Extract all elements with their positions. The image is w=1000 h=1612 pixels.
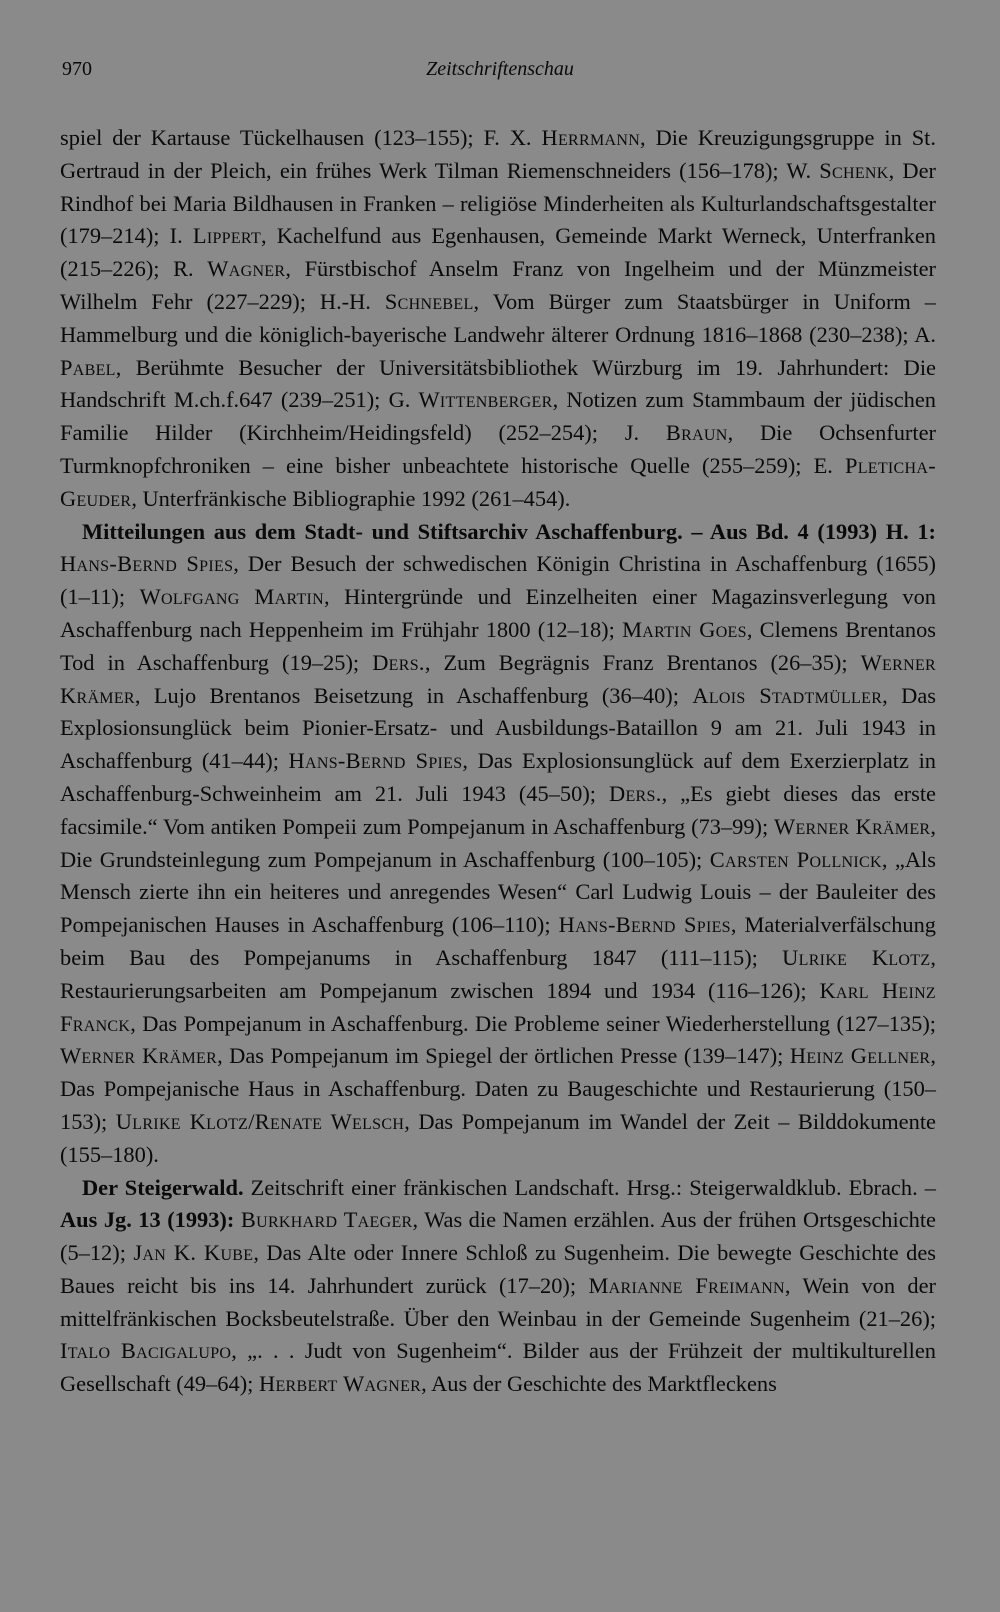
author-name: Alois Stadtmüller [692, 682, 883, 708]
author-name: Schenk [819, 157, 889, 183]
author-name: Jan K. Kube [133, 1240, 254, 1266]
text-run: , Das Explosionsunglück beim Pionier-Ersatz- und Ausbildungs-Bataillon 9 am 21. Juli 1943 in Aschaffenburg (41–44); [60, 682, 936, 774]
running-title: Zeitschriftenschau [426, 58, 574, 80]
author-name: Hans-Bernd Spies [60, 551, 234, 577]
author-name: Wagner [207, 256, 286, 282]
author-name: Ders. [372, 649, 425, 675]
text-run: , Clemens Brentanos Tod in Aschaffenburg (19–25); [60, 616, 937, 675]
author-name: Hans-Bernd Spies [558, 912, 731, 938]
author-name: Italo Bacigalupo [60, 1338, 232, 1364]
text-run: , Kachelfund aus Egenhausen, Gemeinde Markt Werneck, Unterfranken (215–226); R. [60, 223, 936, 282]
text-run: , Berühmte Besucher der Universitätsbibliothek Würzburg im 19. Jahrhundert: Die Handschrift M.ch.f.647 (239–251); G. [60, 354, 936, 413]
text-run: , „Als Mensch zierte ihn ein heiteres und anregendes Wesen“ Carl Ludwig Louis – der Bauleiter des Pompejanischen Hauses in Aschaffenburg (106–110); [60, 846, 936, 938]
text-run: , Was die Namen erzählen. Aus der frühen Ortsgeschichte (5–12); [60, 1207, 936, 1266]
page-number: 970 [62, 58, 92, 80]
paragraph [60, 516, 936, 1172]
author-name: Wittenberger [418, 387, 553, 413]
text-run: , Hintergründe und Einzelheiten einer Magazinsverlegung von Aschaffenburg nach Heppenheim im Frühjahr 1800 (12–18); [60, 584, 936, 642]
text-run: , Lujo Brentanos Beisetzung in Aschaffenburg (36–40); [134, 682, 693, 708]
text-run: , Das Alte oder Innere Schloß zu Sugenheim. Die bewegte Geschichte des Baues reicht bis ins 14. Jahrhundert zurück (17–20); [60, 1240, 936, 1298]
author-name: Heinz Gellner [789, 1043, 931, 1069]
author-name: Wolfgang Martin [139, 584, 325, 610]
author-name: Burkhard Taeger [240, 1207, 413, 1233]
text-run: , Das Pompejanische Haus in Aschaffenburg. Daten zu Baugeschichte und Restaurierung (150–153); [60, 1043, 936, 1134]
author-name: Marianne Freimann [588, 1272, 785, 1298]
journal-heading: Mitteilungen aus dem Stadt- und Stiftsarchiv Aschaffenburg. – Aus Bd. 4 (1993) H. 1: [82, 518, 936, 544]
text-run: , Das Explosionsunglück auf dem Exerzierplatz in Aschaffenburg-Schweinheim am 21. Juli 1943 (45–50); [60, 748, 936, 806]
author-name: Werner Krämer [60, 1043, 218, 1069]
text-run: , Die Kreuzigungsgruppe in St. Gertraud in der Pleich, ein frühes Werk Tilman Riemenschneiders (156–178); W. [60, 125, 936, 183]
journal-heading: Der Steigerwald. [82, 1174, 244, 1200]
text-run: , Der Rindhof bei Maria Bildhausen in Franken – religiöse Minderheiten als Kulturlandschaftsgestalter (179–214); I. [60, 157, 936, 249]
text-run: Zeitschrift einer fränkischen Landschaft. Hrsg.: Steigerwaldklub. Ebrach. – [243, 1174, 936, 1200]
author-name: Hans-Bernd Spies [288, 748, 463, 774]
page-header [62, 58, 938, 90]
text-run: , Wein von der mittelfränkischen Bocksbeutelstraße. Über den Weinbau in der Gemeinde Sugenheim (21–26); [60, 1272, 937, 1331]
author-name: Braun [665, 420, 728, 446]
author-name: Ulrike Klotz [782, 944, 931, 970]
author-name: Martin Goes [622, 616, 747, 642]
text-run: , Aus der Geschichte des Marktfleckens [421, 1371, 777, 1397]
text-run: , Das Pompejanum im Spiegel der örtlichen Presse (139–147); [217, 1043, 790, 1069]
text-run: , Zum Begrägnis Franz Brentanos (26–35); [424, 649, 861, 675]
journal-heading: Aus Jg. 13 (1993): [60, 1207, 235, 1233]
author-name: Pleticha-Geuder [60, 452, 936, 511]
text-run: , „. . . Judt von Sugenheim“. Bilder aus der Frühzeit der multikulturellen Gesellschaft (49–64); [60, 1338, 937, 1397]
author-name: Schnebel [384, 288, 474, 314]
text-run: , Die Grundsteinlegung zum Pompejanum in Aschaffenburg (100–105); [60, 813, 936, 872]
body-text [60, 122, 936, 1401]
author-name: Pabel [60, 354, 116, 380]
author-name: Herrmann [541, 125, 641, 150]
author-name: Herbert Wagner [258, 1371, 422, 1397]
text-run: , Notizen zum Stammbaum der jüdischen Familie Hilder (Kirchheim/Heidingsfeld) (252–254); J. [60, 387, 936, 446]
text-run: , Die Ochsenfurter Turmknopfchroniken – eine bisher unbeachtete historische Quelle (255–259); E. [60, 420, 936, 478]
author-name: Werner Krämer [774, 813, 931, 839]
text-run: , Restaurierungsarbeiten am Pompejanum zwischen 1894 und 1934 (116–126); [60, 944, 936, 1003]
author-name: Lippert [192, 223, 262, 249]
text-run: , Materialverfälschung beim Bau des Pompejanums in Aschaffenburg 1847 (111–115); [60, 912, 936, 970]
author-name: Werner Krämer [60, 649, 936, 708]
text-run: , Das Pompejanum im Wandel der Zeit – Bilddokumente (155–180). [60, 1108, 936, 1167]
text-run: , Fürstbischof Anselm Franz von Ingelheim und der Münzmeister Wilhelm Fehr (227–229); H.-H. [60, 256, 936, 314]
text-run: spiel der Kartause Tückelhausen (123–155); F. X. [60, 125, 542, 150]
paragraph [60, 1172, 936, 1402]
paragraph [60, 122, 936, 516]
text-run: , „Es giebt dieses das erste facsimile.“ Vom antiken Pompeii zum Pompejanum in Aschaffenburg (73–99); [60, 780, 936, 839]
text-run: , Das Pompejanum in Aschaffenburg. Die Probleme seiner Wiederherstellung (127–135); [130, 1010, 936, 1036]
text-run: , Unterfränkische Bibliographie 1992 (261–454). [131, 485, 571, 511]
author-name: Ders. [608, 780, 662, 806]
author-name: Ulrike Klotz/Renate Welsch [115, 1108, 405, 1134]
author-name: Karl Heinz Franck [60, 977, 937, 1036]
text-run: , Der Besuch der schwedischen Königin Christina in Aschaffenburg (1655) (1–11); [60, 551, 937, 610]
author-name: Carsten Pollnick [709, 846, 882, 872]
text-run: , Vom Bürger zum Staatsbürger in Uniform – Hammelburg und die königlich-bayerische Landwehr älterer Ordnung 1816–1868 (230–238); A. [60, 288, 937, 347]
